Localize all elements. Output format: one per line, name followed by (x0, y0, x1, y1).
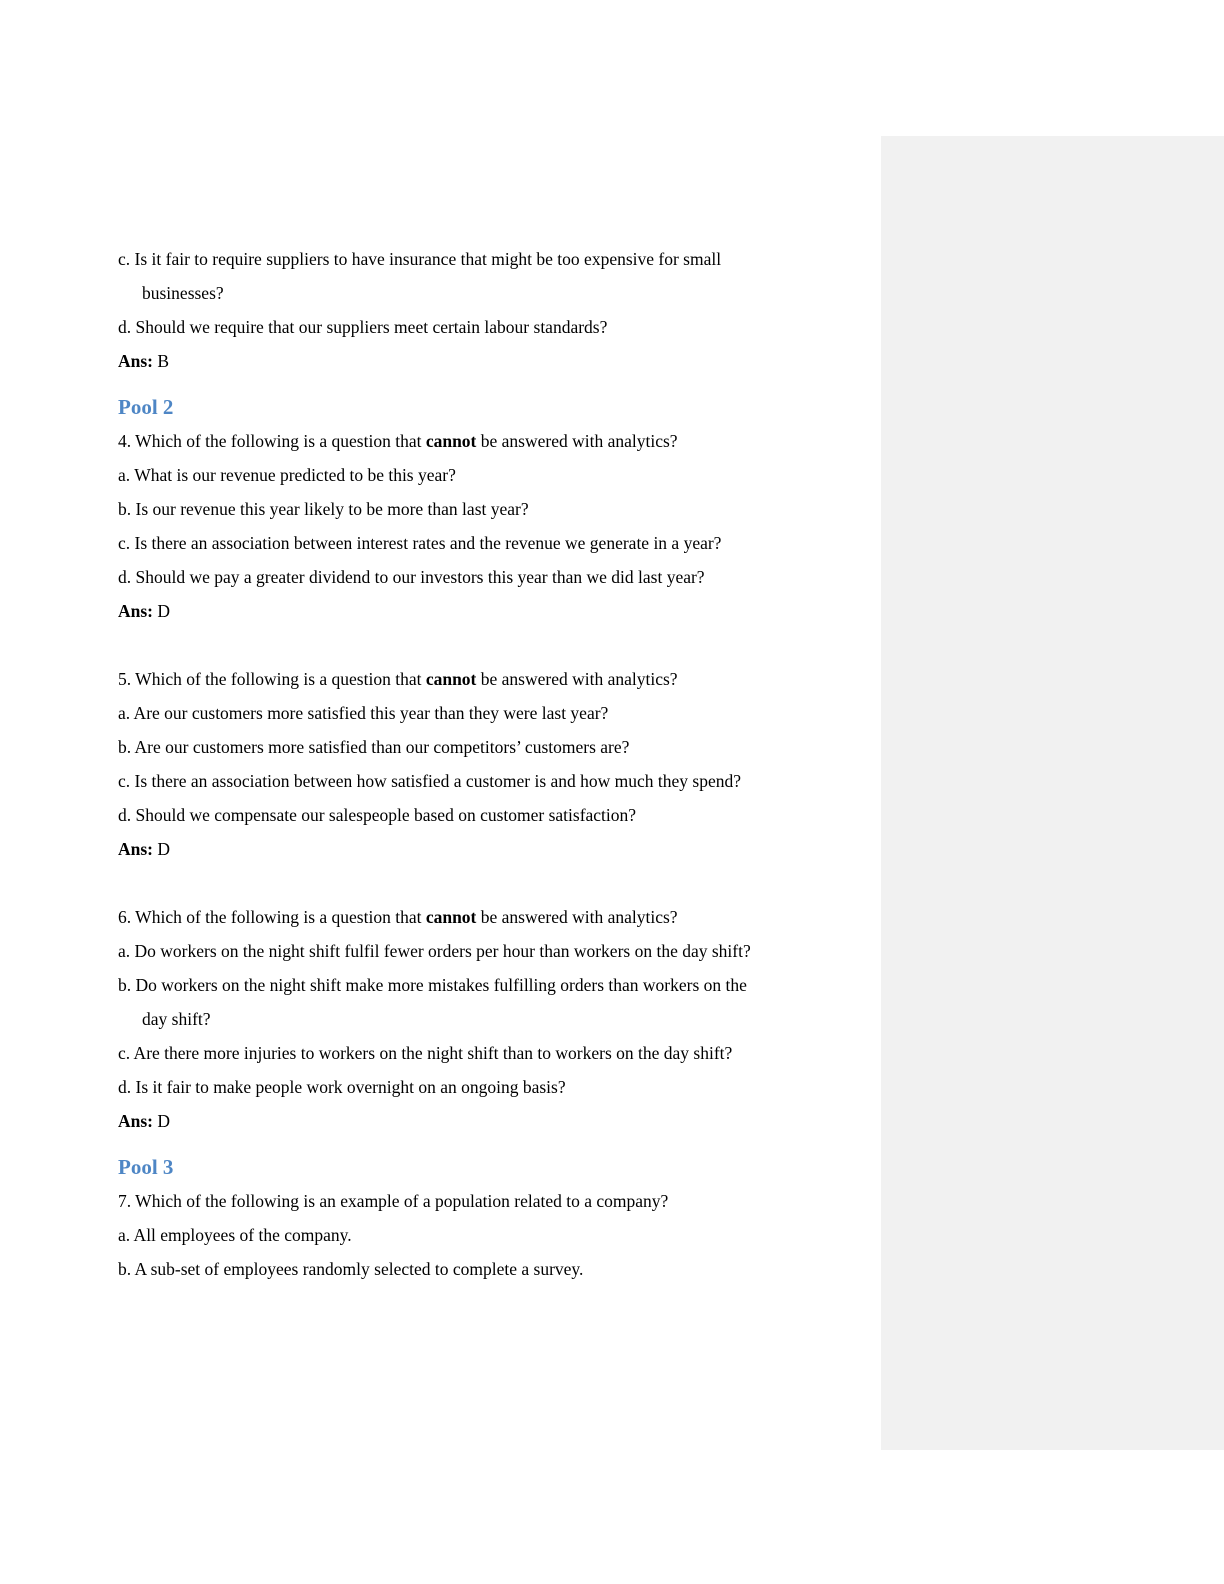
text-segment: b. Is our revenue this year likely to be more than last year? (118, 499, 529, 519)
question-text (118, 900, 898, 934)
spacer (118, 628, 898, 662)
text-segment: 6. Which of the following is a question that (118, 907, 426, 927)
text-segment: day shift? (142, 1009, 211, 1029)
option-text (118, 560, 898, 594)
text-segment: Pool 3 (118, 1155, 174, 1179)
text-segment: a. What is our revenue predicted to be this year? (118, 465, 456, 485)
option-text (118, 764, 898, 798)
option-text (118, 798, 898, 832)
document-body (118, 242, 898, 1286)
option-text (118, 1252, 898, 1286)
text-segment: Pool 2 (118, 395, 174, 419)
answer-text (118, 594, 898, 628)
side-panel (881, 136, 1224, 1450)
option-text (118, 492, 898, 526)
answer-text (118, 1104, 898, 1138)
text-segment: 7. Which of the following is an example of a population related to a company? (118, 1191, 669, 1211)
bold-text: cannot (425, 907, 477, 927)
question-text (118, 1184, 898, 1218)
bold-text: cannot (425, 431, 477, 451)
text-segment: be answered with analytics? (476, 907, 678, 927)
option-text (118, 696, 898, 730)
option-text (118, 1036, 898, 1070)
option-text (118, 242, 898, 310)
option-text (118, 1218, 898, 1252)
text-segment: a. Are our customers more satisfied this year than they were last year? (118, 703, 609, 723)
text-segment: c. Are there more injuries to workers on the night shift than to workers on the day shift? (118, 1043, 733, 1063)
text-segment: 4. Which of the following is a question that (118, 431, 426, 451)
text-segment: be answered with analytics? (476, 669, 678, 689)
bold-text: Ans: (118, 351, 154, 371)
text-segment: a. All employees of the company. (118, 1225, 352, 1245)
text-segment: b. Do workers on the night shift make more mistakes fulfilling orders than workers on the (118, 975, 747, 995)
answer-text (118, 344, 898, 378)
question-text (118, 662, 898, 696)
text-segment: b. Are our customers more satisfied than our competitors’ customers are? (118, 737, 630, 757)
option-text (118, 526, 898, 560)
option-text (118, 934, 898, 968)
option-text (118, 310, 898, 344)
text-segment: 5. Which of the following is a question that (118, 669, 426, 689)
bold-text: cannot (425, 669, 477, 689)
text-segment: d. Should we require that our suppliers meet certain labour standards? (118, 317, 608, 337)
text-segment: B (153, 351, 170, 371)
text-segment: businesses? (142, 283, 224, 303)
bold-text: Ans: (118, 1111, 154, 1131)
bold-text: Ans: (118, 601, 154, 621)
pool-heading (118, 390, 898, 424)
text-segment: d. Should we compensate our salespeople based on customer satisfaction? (118, 805, 637, 825)
answer-text (118, 832, 898, 866)
bold-text: Ans: (118, 839, 154, 859)
text-segment: d. Should we pay a greater dividend to our investors this year than we did last year? (118, 567, 705, 587)
spacer (118, 866, 898, 900)
text-segment: D (153, 601, 171, 621)
option-text (118, 968, 898, 1036)
text-segment: D (153, 839, 171, 859)
text-segment: a. Do workers on the night shift fulfil fewer orders per hour than workers on the day shift? (118, 941, 751, 961)
text-segment: c. Is there an association between interest rates and the revenue we generate in a year? (118, 533, 722, 553)
option-text (118, 730, 898, 764)
option-text (118, 1070, 898, 1104)
text-segment: c. Is there an association between how satisfied a customer is and how much they spend? (118, 771, 742, 791)
question-text (118, 424, 898, 458)
text-segment: b. A sub-set of employees randomly selected to complete a survey. (118, 1259, 584, 1279)
text-segment: D (153, 1111, 171, 1131)
option-text (118, 458, 898, 492)
text-segment: c. Is it fair to require suppliers to have insurance that might be too expensive for small (118, 249, 722, 269)
text-segment: be answered with analytics? (476, 431, 678, 451)
text-segment: d. Is it fair to make people work overnight on an ongoing basis? (118, 1077, 566, 1097)
pool-heading (118, 1150, 898, 1184)
